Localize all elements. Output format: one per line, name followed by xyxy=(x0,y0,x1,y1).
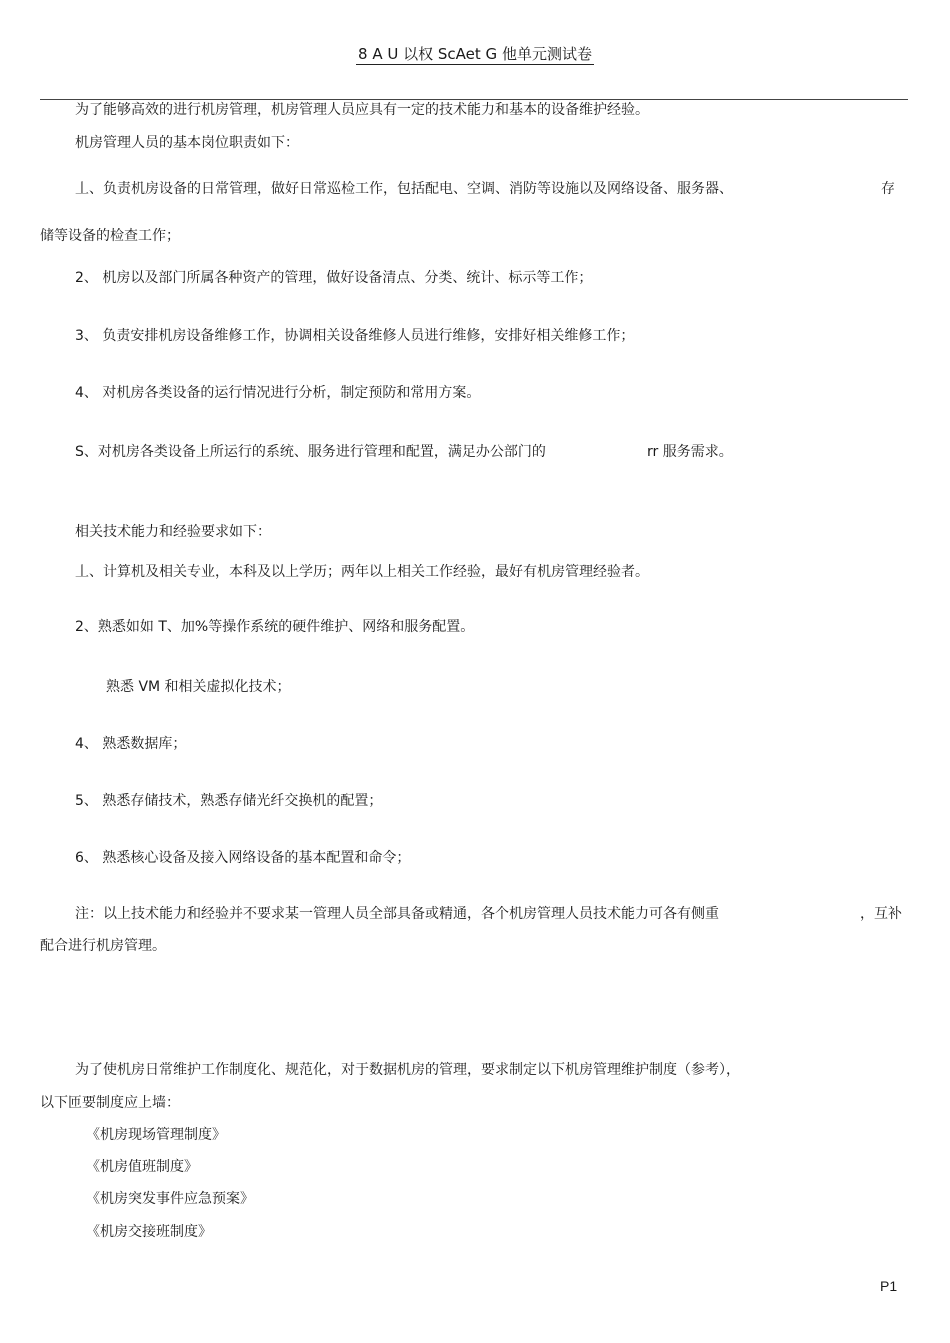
regulation-item: 《机房突发事件应急预案》 xyxy=(86,1191,254,1207)
skills-heading: 相关技术能力和经验要求如下： xyxy=(75,524,271,540)
skill-item-6: 6、 熟悉核心设备及接入网络设备的基本配置和命令； xyxy=(75,850,411,866)
skill-item-1: 丄、计算机及相关专业，本科及以上学历；两年以上相关工作经验，最好有机房管理经验者。 xyxy=(75,564,649,580)
duty-item-4: 4、 对机房各类设备的运行情况进行分析，制定预防和常用方案。 xyxy=(75,385,481,401)
regulation-item: 《机房交接班制度》 xyxy=(86,1224,212,1240)
header-divider xyxy=(40,99,908,100)
duty-item-1-tail: 存 xyxy=(881,181,895,197)
duty-item-5-tail: rr 服务需求。 xyxy=(647,444,733,460)
duties-heading: 机房管理人员的基本岗位职责如下： xyxy=(75,135,299,151)
regulation-item: 《机房现场管理制度》 xyxy=(86,1127,226,1143)
intro-paragraph: 为了能够高效的进行机房管理，机房管理人员应具有一定的技术能力和基本的设备维护经验。 xyxy=(75,102,649,118)
duty-item-2: 2、 机房以及部门所属各种资产的管理，做好设备清点、分类、统计、标示等工作； xyxy=(75,270,593,286)
page-number: P1 xyxy=(880,1278,898,1294)
note-continuation: 配合进行机房管理。 xyxy=(40,938,166,954)
duty-item-1: 丄、负责机房设备的日常管理，做好日常巡检工作，包括配电、空调、消防等设施以及网络设备、服务器、 xyxy=(75,181,733,197)
duty-item-5: S、对机房各类设备上所运行的系统、服务进行管理和配置，满足办公部门的 xyxy=(75,444,546,460)
duty-item-3: 3、 负责安排机房设备维修工作，协调相关设备维修人员进行维修，安排好相关维修工作； xyxy=(75,328,635,344)
skill-item-2: 2、熟悉如如 T、加%等操作系统的硬件维护、网络和服务配置。 xyxy=(75,619,475,635)
duty-item-1-continuation: 储等设备的检查工作； xyxy=(40,228,180,244)
note-paragraph: 注：以上技术能力和经验并不要求某一管理人员全部具备或精通，各个机房管理人员技术能力可各有侧重 xyxy=(75,906,719,922)
skill-item-3: 熟悉 VM 和相关虚拟化技术； xyxy=(106,679,291,695)
skill-item-5: 5、 熟悉存储技术，熟悉存储光纤交换机的配置； xyxy=(75,793,383,809)
skill-item-4: 4、 熟悉数据库； xyxy=(75,736,187,752)
note-paragraph-tail: ，互补 xyxy=(860,906,902,922)
regulations-wall-note: 以下匝要制度应上墙： xyxy=(40,1095,180,1111)
regulations-intro: 为了使机房日常维护工作制度化、规范化，对于数据机房的管理，要求制定以下机房管理维护制度（参考）， xyxy=(75,1062,740,1078)
document-header xyxy=(0,45,950,63)
regulation-item: 《机房值班制度》 xyxy=(86,1159,198,1175)
header-title: 8 A U 以权 ScAet G 他单元测试卷 xyxy=(358,45,592,63)
